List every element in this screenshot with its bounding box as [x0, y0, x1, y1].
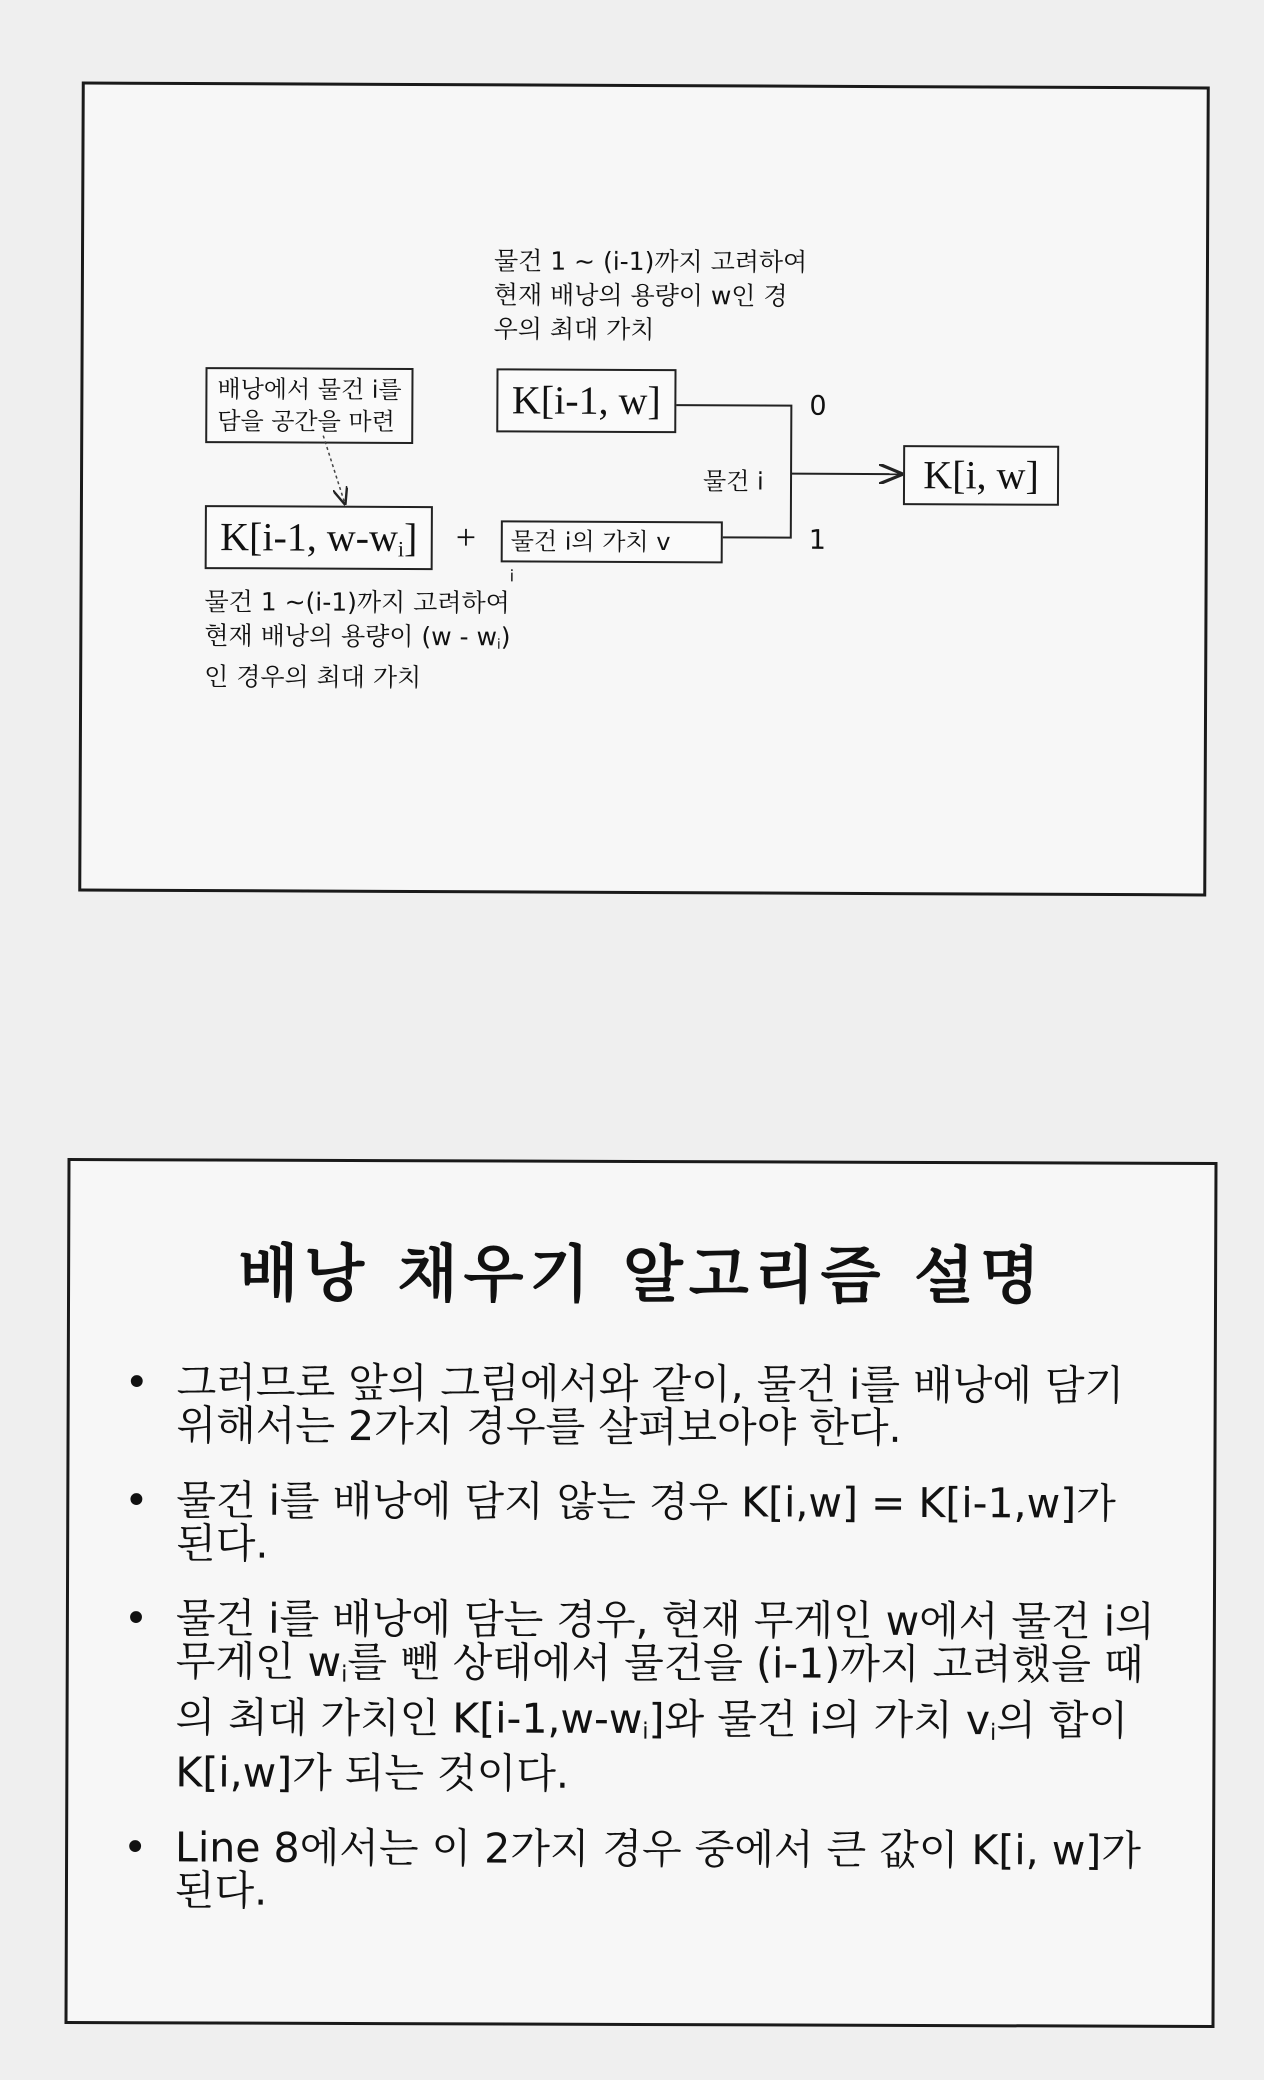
diagram-slide [78, 82, 1210, 897]
bullet-dot: • [123, 1823, 148, 1872]
item-value-box: 물건 i의 가치 v [501, 520, 723, 563]
bullet-text: Line 8에서는 이 2가지 경우 중에서 큰 값이 K[i, w]가 된다. [174, 1823, 1142, 1915]
bullet-text: ]와 물건 i의 가치 v [648, 1694, 991, 1744]
space-hint-arrow [323, 436, 345, 504]
bullet-subscript: i [989, 1719, 997, 1746]
branch-one-label: 1 [808, 524, 827, 556]
bullet-item [123, 1823, 1163, 1916]
bullet-subscript: i [642, 1718, 649, 1745]
explanation-slide [64, 1158, 1217, 2028]
bullet-text: 를 뺀 상태에서 물건을 (i-1)까지 고려했을 때의 최대 가치인 K[i-1,w-w [175, 1637, 1144, 1743]
decision-bracket [676, 405, 792, 538]
bullet-text: 물건 i를 배낭에 담는 경우, 현재 무게인 w에서 물건 i의 무게인 w [175, 1594, 1155, 1686]
bullet-dot: • [124, 1476, 149, 1525]
bullet-text: 의 합이 K[i,w]가 되는 것이다. [175, 1695, 1129, 1798]
note-make-space: 배낭에서 물건 i를 담을 공간을 마련 [205, 367, 414, 444]
k-minus-weight-subscript: i [397, 536, 405, 562]
bullet-item [124, 1358, 1165, 1452]
item-i-label: 물건 i [702, 467, 764, 496]
diagram-connectors [81, 85, 1213, 900]
note-previous-max: 물건 1 ~ (i-1)까지 고려하여 현재 배낭의 용량이 w인 경 우의 최대 가치 [493, 246, 808, 345]
bullet-item [124, 1476, 1164, 1569]
bullet-item [123, 1594, 1164, 1798]
note-reduced-close: ) [500, 622, 511, 652]
bullet-dot: • [123, 1594, 149, 1643]
bullet-subscript: i [341, 1661, 348, 1688]
note-reduced-subscript: i [496, 636, 501, 653]
note-reduced-max [204, 585, 511, 696]
k-minus-weight-text: K[i-1, w-w [220, 514, 399, 560]
k-minus-weight-close: ] [403, 514, 418, 561]
item-value-subscript: i [509, 566, 515, 586]
slide-title: 배낭 채우기 알고리즘 설명 [238, 1236, 1047, 1313]
note-reduced-line3: 인 경우의 최대 가치 [204, 662, 422, 693]
bullet-text: 물건 i를 배낭에 담지 않는 경우 K[i,w] = K[i-1,w]가 된다. [176, 1476, 1116, 1568]
bullet-text: 그러므로 앞의 그림에서와 같이, 물건 i를 배낭에 담기 위해서는 2가지 경우를 살펴보아야 한다. [176, 1358, 1125, 1452]
bullet-dot: • [124, 1358, 150, 1407]
bullet-list [123, 1358, 1165, 1948]
note-reduced-line1: 물건 1 ~(i-1)까지 고려하여 [204, 587, 510, 618]
branch-zero-label: 0 [809, 390, 827, 422]
note-reduced-line2: 현재 배낭의 용량이 (w - w [204, 621, 498, 652]
k-prev-box: K[i-1, w] [496, 368, 676, 433]
k-result-box: K[i, w] [903, 445, 1059, 506]
plus-sign: + [455, 517, 477, 558]
